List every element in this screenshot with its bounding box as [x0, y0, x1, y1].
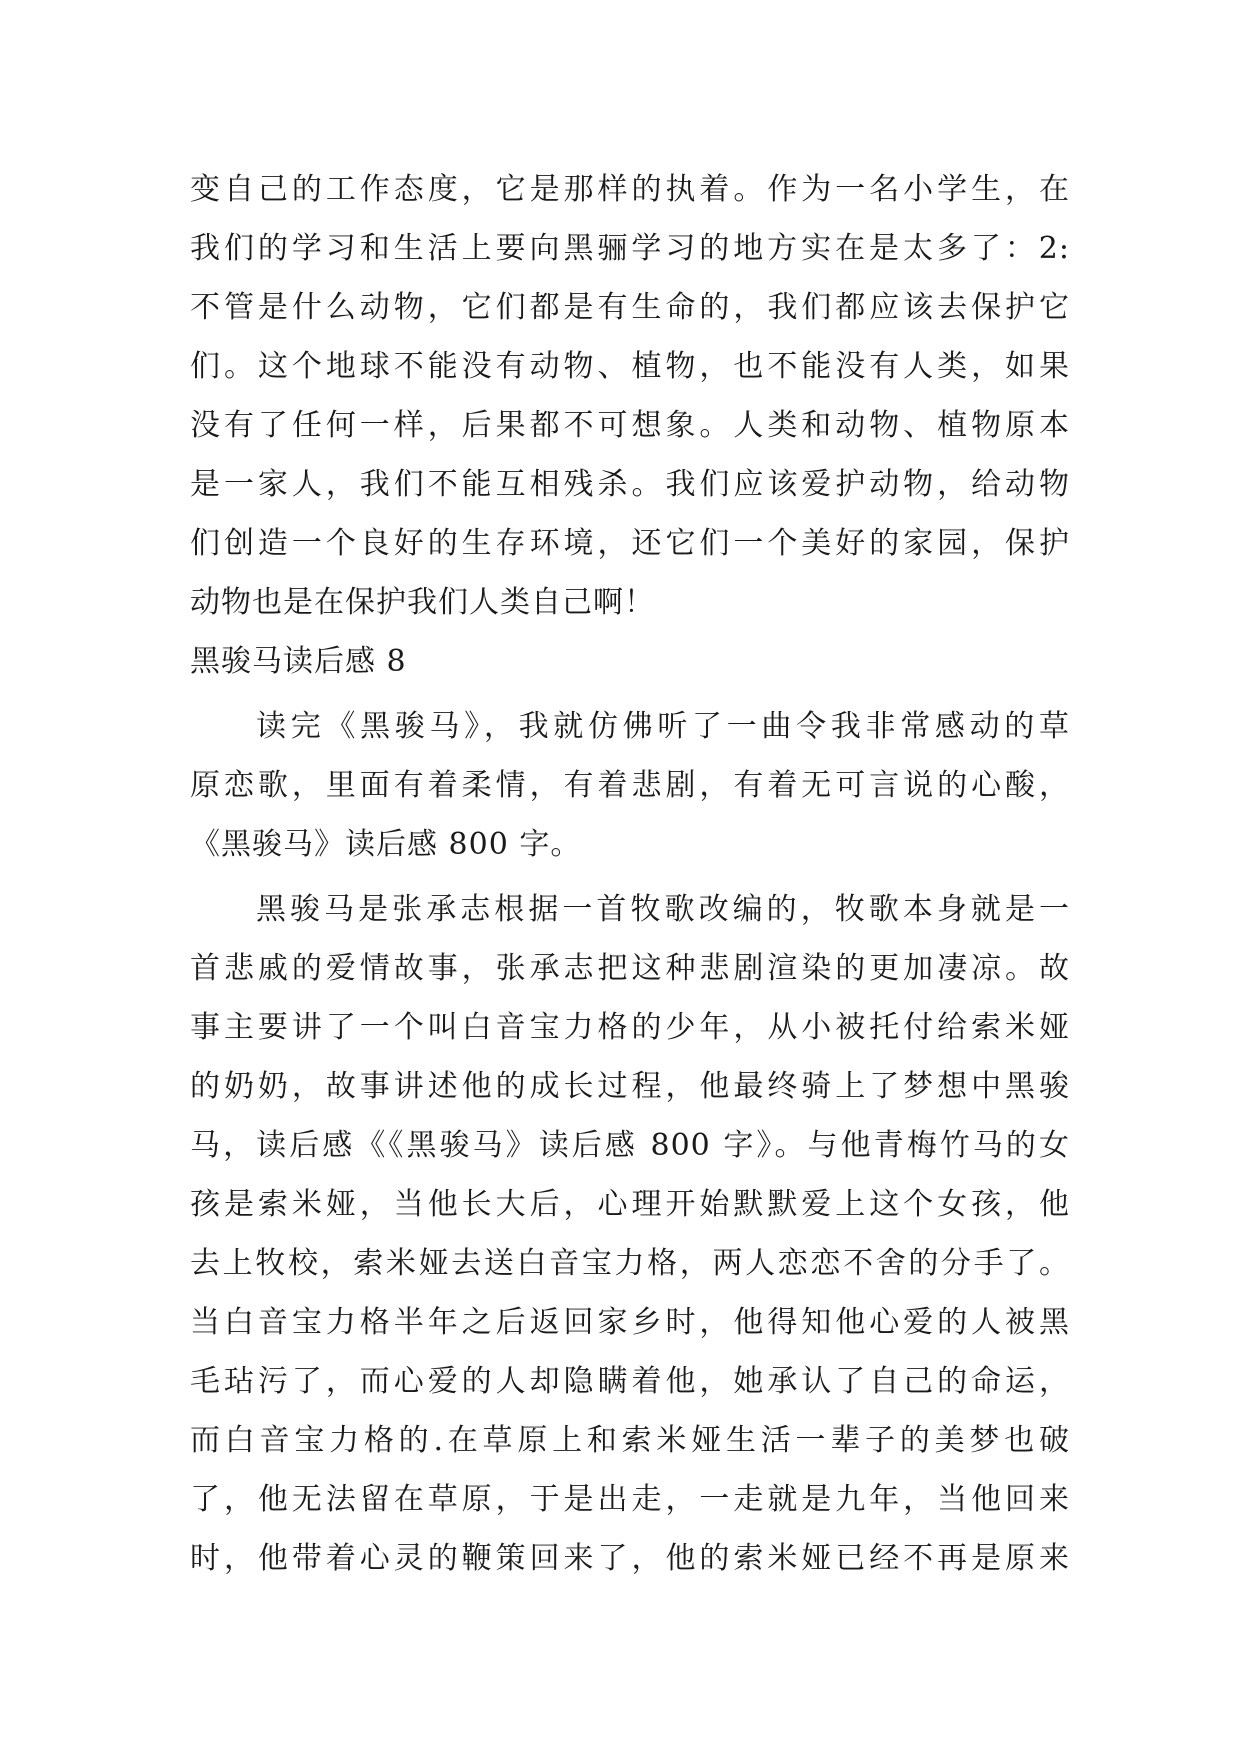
text-line: 去上牧校，索米娅去送白音宝力格，两人恋恋不舍的分手了。	[190, 1246, 1070, 1281]
text-line: 毛玷污了，而心爱的人却隐瞒着他，她承认了自己的命运，	[190, 1364, 1070, 1399]
text-line: 变自己的工作态度，它是那样的执着。作为一名小学生，在	[190, 172, 1070, 207]
text-line: 读完《黑骏马》，我就仿佛听了一曲令我非常感动的草	[256, 709, 1070, 744]
text-line: 黑骏马是张承志根据一首牧歌改编的，牧歌本身就是一	[256, 892, 1070, 927]
text-line: 了，他无法留在草原，于是出走，一走就是九年，当他回来	[190, 1482, 1070, 1517]
document-page	[190, 160, 1070, 1588]
text-line: 的奶奶，故事讲述他的成长过程，他最终骑上了梦想中黑骏	[190, 1069, 1070, 1104]
text-line: 原恋歌，里面有着柔情，有着悲剧，有着无可言说的心酸，	[190, 768, 1070, 803]
text-line: 们。这个地球不能没有动物、植物，也不能没有人类，如果	[190, 349, 1070, 384]
text-line: 而白音宝力格的.在草原上和索米娅生活一辈子的美梦也破	[190, 1423, 1070, 1458]
text-line: 没有了任何一样，后果都不可想象。人类和动物、植物原本	[190, 408, 1070, 443]
text-line: 首悲戚的爱情故事，张承志把这种悲剧渲染的更加凄凉。故	[190, 951, 1070, 986]
text-line: 是一家人，我们不能互相残杀。我们应该爱护动物，给动物	[190, 467, 1070, 502]
section-title: 黑骏马读后感 8	[190, 644, 407, 679]
text-line: 时，他带着心灵的鞭策回来了，他的索米娅已经不再是原来	[190, 1541, 1070, 1576]
text-line: 孩是索米娅，当他长大后，心理开始默默爱上这个女孩，他	[190, 1187, 1070, 1222]
text-line: 们创造一个良好的生存环境，还它们一个美好的家园，保护	[190, 526, 1070, 561]
text-line: 马，读后感《《黑骏马》读后感 800 字》。与他青梅竹马的女	[190, 1128, 1070, 1163]
paragraph-continued	[190, 160, 1070, 632]
text-line: 我们的学习和生活上要向黑骊学习的地方实在是太多了：2:	[190, 231, 1070, 266]
paragraph-2	[190, 880, 1070, 1588]
text-line: 事主要讲了一个叫白音宝力格的少年，从小被托付给索米娅	[190, 1010, 1070, 1045]
text-line: 《黑骏马》读后感 800 字。	[190, 827, 582, 862]
text-line: 当白音宝力格半年之后返回家乡时，他得知他心爱的人被黑	[190, 1305, 1070, 1340]
paragraph-1	[190, 697, 1070, 874]
text-line: 不管是什么动物，它们都是有生命的，我们都应该去保护它	[190, 290, 1070, 325]
text-line: 动物也是在保护我们人类自己啊！	[190, 585, 655, 620]
